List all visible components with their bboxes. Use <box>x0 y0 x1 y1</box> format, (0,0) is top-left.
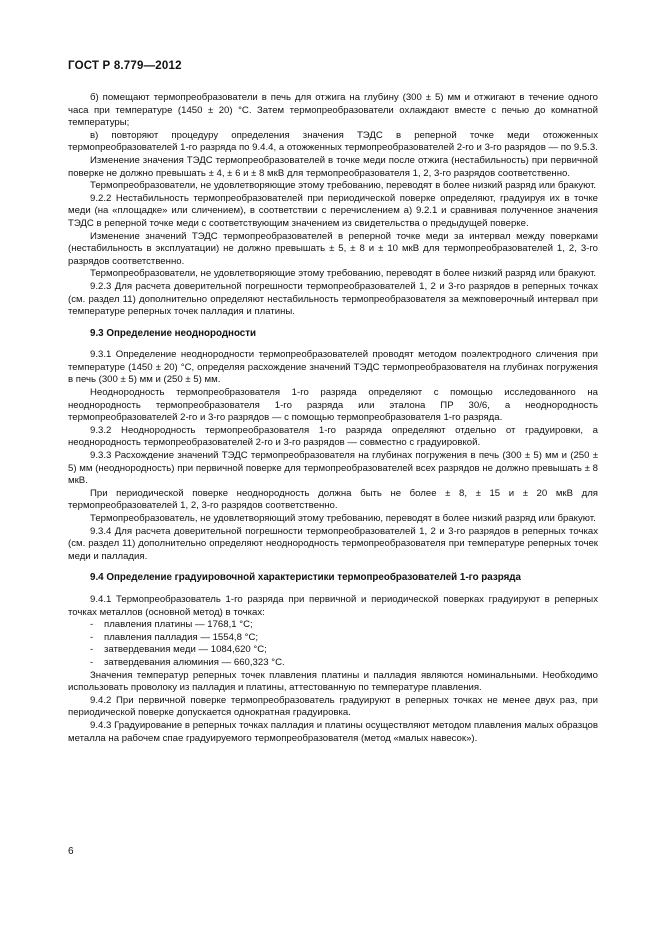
list-item: - плавления палладия — 1554,8 °С; <box>90 631 259 643</box>
section-heading-9-3: 9.3 Определение неоднородности <box>90 327 257 339</box>
document-body <box>68 92 598 745</box>
paragraph: Значения температур реперных точек плавления платины и палладия являются номинальными. Необходимо использовать проволоку из палладия и платины, аттестованную по температуре плавления. <box>68 669 598 694</box>
paragraph: 9.4.1 Термопреобразователь 1-го разряда при первичной и периодической поверках градуируют в реперных точках металлов (основной метод) в точках: <box>68 593 598 618</box>
page-number: 6 <box>68 846 74 857</box>
paragraph: 9.3.3 Расхождение значений ТЭДС термопреобразователя на глубинах погружения в печь (300 ± 5) мм и (250 ± 5) мм (неоднородность) при первичной поверке для термопреобразователей всех разрядов не должно превышать ± 8 мкВ. <box>68 450 598 487</box>
paragraph: Изменение значения ТЭДС термопреобразователей в точке меди после отжига (нестабильность) при первичной поверке не должно превышать ± 4, ± 6 и ± 8 мкВ для термопреобразователя 1, 2, 3-го разрядов соответственно. <box>68 154 598 179</box>
paragraph: Изменение значений ТЭДС термопреобразователей в реперной точке меди за интервал между поверками (нестабильность в эксплуатации) не должно превышать ± 5, ± 8 и ± 10 мкВ для термопреобразователей 1, 2, 3-го разрядов соответственно. <box>68 230 598 267</box>
paragraph: в) повторяют процедуру определения значения ТЭДС в реперной точке меди отожженных термопреобразователей 1-го разряда по 9.4.4, а отожженных термопреобразователей 2-го и 3-го разрядов — по 9.5.3. <box>68 129 598 154</box>
list-item: - плавления платины — 1768,1 °С; <box>90 619 253 631</box>
paragraph: 9.3.2 Неоднородность термопреобразователя 1-го разряда определяют отдельно от градуировки, а неоднородность термопреобразователей 2-го и 3-го разрядов — совместно с градуировкой. <box>68 424 598 449</box>
section-heading-9-4: 9.4 Определение градуировочной характеристики термопреобразователей 1-го разряда <box>90 572 521 584</box>
paragraph: Термопреобразователи, не удовлетворяющие этому требованию, переводят в более низкий разряд или бракуют. <box>90 268 597 280</box>
paragraph: Термопреобразователи, не удовлетворяющие этому требованию, переводят в более низкий разряд или бракуют. <box>90 180 597 192</box>
paragraph: 9.3.4 Для расчета доверительной погрешности термопреобразователей 1, 2 и 3-го разрядов в реперных точках (см. раздел 11) дополнительно определяют неоднородность термопреобразователя при температуре реперных точек меди и палладия. <box>68 525 598 562</box>
paragraph: 9.3.1 Определение неоднородности термопреобразователей проводят методом поэлектродного сличения при температуре (1450 ± 20) °С, определяя расхождение значений ТЭДС термопреобразователя на глубинах погружения в печь (300 ± 5) мм и (250 ± 5) мм. <box>68 349 598 386</box>
document-header: ГОСТ Р 8.779—2012 <box>68 60 182 72</box>
paragraph: Термопреобразователь, не удовлетворяющий этому требованию, переводят в более низкий разряд или бракуют. <box>90 513 596 524</box>
paragraph: 9.2.3 Для расчета доверительной погрешности термопреобразователей 1, 2 и 3-го разрядов в реперных точках (см. раздел 11) дополнительно определяют нестабильность термопреобразователя за межповерочный интервал при температуре реперных точек палладия и платины. <box>68 280 598 318</box>
paragraph: 9.2.2 Нестабильность термопреобразователей при периодической поверке определяют, градуируя их в точке меди (на «площадке» или сличением), в соответствии с перечислением а) 9.2.1 и сравнивая полученное значения ТЭДС в реперной точке меди с соответствующим значением из свидетельства о предыдущей поверке. <box>68 192 598 229</box>
melting-points-list <box>68 619 598 669</box>
paragraph: Неоднородность термопреобразователя 1-го разряда определяют с помощью исследованного на неоднородность термопреобразователя 1-го разряда или эталона ПР 30/6, а неоднородность термопреобразователей 2-го и 3-го разрядов — с помощью термопреобразователя 1-го разряда. <box>68 387 598 424</box>
paragraph: 9.4.2 При первичной поверке термопреобразователь градуируют в реперных точках не менее двух раз, при периодической поверке допускается однократная градуировка. <box>68 694 598 719</box>
list-item: - затвердевания алюминия — 660,323 °С. <box>90 656 285 668</box>
paragraph: При периодической поверке неоднородность должна быть не более ± 8, ± 15 и ± 20 мкВ для термопреобразователей 1, 2, 3-го разрядов соответственно. <box>68 487 598 512</box>
list-item: - затвердевания меди — 1084,620 °С; <box>90 644 267 656</box>
paragraph: 9.4.3 Градуирование в реперных точках палладия и платины осуществляют методом плавления малых образцов металла на рабочем спае градуируемого термопреобразователя (метод «малых навесок»). <box>68 719 598 744</box>
paragraph: б) помещают термопреобразователи в печь для отжига на глубину (300 ± 5) мм и отжигают в течение одного часа при температуре (1450 ± 20) °С. Затем термопреобразователи охлаждают вместе с печью до комнатной температуры; <box>68 92 598 129</box>
